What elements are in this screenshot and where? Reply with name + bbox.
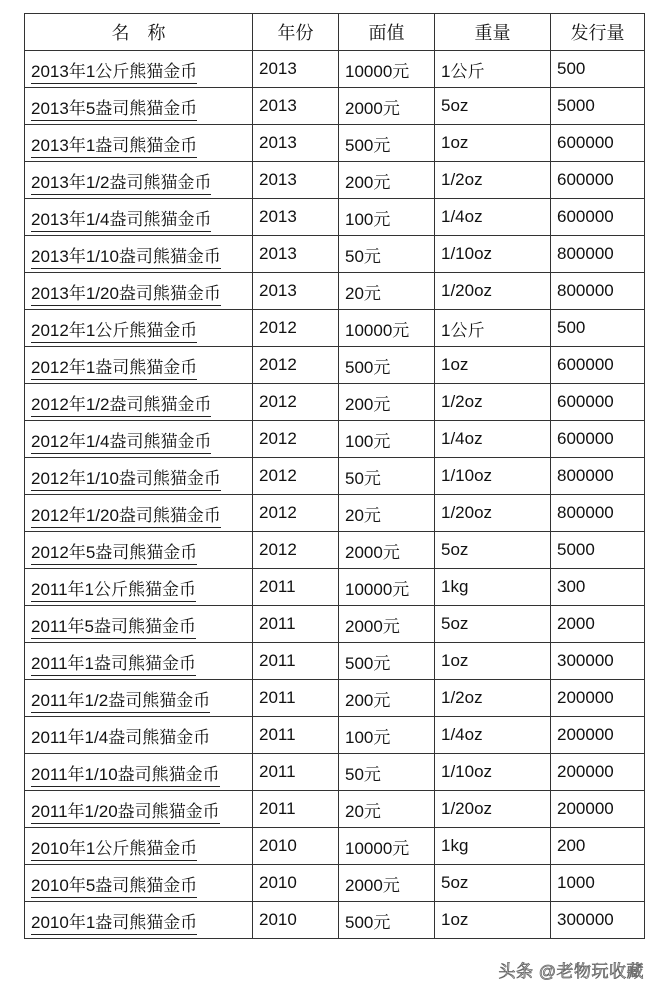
cell-name: [25, 791, 253, 828]
table-row: [25, 236, 645, 273]
cell-name: [25, 51, 253, 88]
coin-name-link[interactable]: 2011年1/2盎司熊猫金币: [31, 691, 210, 713]
cell-year: 2011: [253, 680, 339, 717]
table-row: [25, 347, 645, 384]
cell-face-value: 2000元: [339, 865, 435, 902]
cell-mintage: 2000: [551, 606, 645, 643]
cell-year: 2013: [253, 199, 339, 236]
header-mintage: 发行量: [551, 14, 645, 51]
cell-face-value: 200元: [339, 384, 435, 421]
cell-name: [25, 162, 253, 199]
cell-weight: 1/2oz: [435, 680, 551, 717]
cell-name: [25, 236, 253, 273]
cell-weight: 1/4oz: [435, 717, 551, 754]
coin-name-link[interactable]: 2011年1公斤熊猫金币: [31, 580, 196, 602]
cell-face-value: 500元: [339, 902, 435, 939]
coin-name-link[interactable]: 2012年1/10盎司熊猫金币: [31, 469, 221, 491]
cell-weight: 5oz: [435, 606, 551, 643]
table-body: [25, 51, 645, 939]
coin-name-link[interactable]: 2013年1/10盎司熊猫金币: [31, 247, 221, 269]
cell-face-value: 200元: [339, 680, 435, 717]
table-row: [25, 754, 645, 791]
cell-mintage: 500: [551, 310, 645, 347]
cell-mintage: 300000: [551, 643, 645, 680]
cell-weight: 1kg: [435, 569, 551, 606]
cell-face-value: 500元: [339, 643, 435, 680]
table-row: [25, 606, 645, 643]
coin-name-link[interactable]: 2010年5盎司熊猫金币: [31, 876, 197, 898]
cell-year: 2013: [253, 88, 339, 125]
cell-name: [25, 606, 253, 643]
header-name: 名 称: [25, 14, 253, 51]
table-row: [25, 532, 645, 569]
cell-mintage: 800000: [551, 495, 645, 532]
cell-year: 2011: [253, 643, 339, 680]
cell-name: [25, 717, 253, 754]
cell-face-value: 50元: [339, 754, 435, 791]
cell-weight: 1/10oz: [435, 236, 551, 273]
cell-weight: 1公斤: [435, 310, 551, 347]
cell-face-value: 50元: [339, 458, 435, 495]
cell-year: 2010: [253, 865, 339, 902]
table-row: [25, 680, 645, 717]
cell-mintage: 200000: [551, 680, 645, 717]
cell-mintage: 800000: [551, 273, 645, 310]
cell-weight: 1kg: [435, 828, 551, 865]
cell-name: [25, 754, 253, 791]
coin-name-link[interactable]: 2011年1盎司熊猫金币: [31, 654, 196, 676]
table-row: [25, 717, 645, 754]
cell-face-value: 50元: [339, 236, 435, 273]
cell-weight: 1/2oz: [435, 384, 551, 421]
table-row: [25, 643, 645, 680]
table-row: [25, 458, 645, 495]
table-row: [25, 902, 645, 939]
cell-face-value: 2000元: [339, 532, 435, 569]
cell-name: [25, 643, 253, 680]
watermark: 头条 @老物玩收藏: [498, 962, 644, 981]
cell-mintage: 5000: [551, 88, 645, 125]
cell-mintage: 200000: [551, 754, 645, 791]
cell-name: [25, 902, 253, 939]
table-row: [25, 162, 645, 199]
cell-weight: 1/10oz: [435, 458, 551, 495]
cell-name: [25, 384, 253, 421]
cell-face-value: 10000元: [339, 51, 435, 88]
cell-weight: 5oz: [435, 532, 551, 569]
coin-name-link[interactable]: 2013年1/4盎司熊猫金币: [31, 210, 211, 232]
cell-weight: 1/20oz: [435, 273, 551, 310]
cell-name: [25, 865, 253, 902]
cell-weight: 5oz: [435, 865, 551, 902]
cell-face-value: 500元: [339, 125, 435, 162]
cell-year: 2013: [253, 236, 339, 273]
table-row: [25, 791, 645, 828]
coin-name-link[interactable]: 2013年5盎司熊猫金币: [31, 99, 197, 121]
coin-name-link[interactable]: 2012年1/4盎司熊猫金币: [31, 432, 211, 454]
cell-name: [25, 495, 253, 532]
coin-name-link[interactable]: 2013年1公斤熊猫金币: [31, 62, 197, 84]
coin-name-link[interactable]: 2011年1/10盎司熊猫金币: [31, 765, 220, 787]
coin-name-link[interactable]: 2012年1/20盎司熊猫金币: [31, 506, 221, 528]
cell-weight: 1/20oz: [435, 495, 551, 532]
cell-year: 2012: [253, 421, 339, 458]
table-row: [25, 384, 645, 421]
coin-name-link[interactable]: 2012年1/2盎司熊猫金币: [31, 395, 211, 417]
cell-face-value: 100元: [339, 199, 435, 236]
cell-mintage: 800000: [551, 236, 645, 273]
cell-year: 2013: [253, 125, 339, 162]
cell-year: 2012: [253, 495, 339, 532]
cell-name: [25, 680, 253, 717]
table-row: [25, 569, 645, 606]
cell-mintage: 200000: [551, 717, 645, 754]
cell-year: 2013: [253, 51, 339, 88]
coin-name-link[interactable]: 2011年5盎司熊猫金币: [31, 617, 196, 639]
cell-year: 2010: [253, 828, 339, 865]
coin-name-link[interactable]: 2012年1公斤熊猫金币: [31, 321, 197, 343]
cell-year: 2012: [253, 458, 339, 495]
table-row: [25, 51, 645, 88]
cell-face-value: 10000元: [339, 310, 435, 347]
cell-weight: 1/2oz: [435, 162, 551, 199]
panda-gold-coin-table: [24, 13, 645, 939]
cell-mintage: 600000: [551, 162, 645, 199]
coin-name-link[interactable]: 2010年1盎司熊猫金币: [31, 913, 197, 935]
cell-name: [25, 88, 253, 125]
cell-face-value: 200元: [339, 162, 435, 199]
cell-face-value: 2000元: [339, 606, 435, 643]
cell-name: [25, 273, 253, 310]
cell-face-value: 100元: [339, 421, 435, 458]
cell-year: 2011: [253, 606, 339, 643]
cell-name: [25, 347, 253, 384]
cell-mintage: 600000: [551, 125, 645, 162]
cell-weight: 1oz: [435, 902, 551, 939]
coin-name-link[interactable]: 2010年1公斤熊猫金币: [31, 839, 197, 861]
coin-name-link[interactable]: 2013年1盎司熊猫金币: [31, 136, 197, 158]
table-row: [25, 199, 645, 236]
cell-name: [25, 125, 253, 162]
coin-name-link[interactable]: 2013年1/20盎司熊猫金币: [31, 284, 221, 306]
cell-year: 2011: [253, 791, 339, 828]
cell-weight: 1oz: [435, 643, 551, 680]
cell-weight: 1/4oz: [435, 421, 551, 458]
table-row: [25, 125, 645, 162]
cell-weight: 1oz: [435, 125, 551, 162]
cell-year: 2012: [253, 532, 339, 569]
cell-year: 2013: [253, 273, 339, 310]
coin-name-link[interactable]: 2012年1盎司熊猫金币: [31, 358, 197, 380]
cell-mintage: 600000: [551, 421, 645, 458]
cell-year: 2011: [253, 717, 339, 754]
cell-year: 2012: [253, 384, 339, 421]
cell-name: [25, 532, 253, 569]
cell-name: [25, 310, 253, 347]
cell-weight: 1oz: [435, 347, 551, 384]
cell-mintage: 200: [551, 828, 645, 865]
table-row: [25, 828, 645, 865]
coin-name-link[interactable]: 2012年5盎司熊猫金币: [31, 543, 197, 565]
cell-face-value: 10000元: [339, 569, 435, 606]
cell-mintage: 600000: [551, 199, 645, 236]
table-row: [25, 88, 645, 125]
cell-year: 2011: [253, 569, 339, 606]
cell-face-value: 100元: [339, 717, 435, 754]
cell-year: 2013: [253, 162, 339, 199]
table-row: [25, 865, 645, 902]
header-weight: 重量: [435, 14, 551, 51]
cell-face-value: 20元: [339, 273, 435, 310]
table-row: [25, 310, 645, 347]
cell-name: [25, 828, 253, 865]
table-row: [25, 495, 645, 532]
cell-weight: 1/20oz: [435, 791, 551, 828]
cell-year: 2010: [253, 902, 339, 939]
cell-weight: 1/4oz: [435, 199, 551, 236]
table-row: [25, 421, 645, 458]
cell-name: [25, 458, 253, 495]
cell-year: 2012: [253, 310, 339, 347]
cell-mintage: 600000: [551, 347, 645, 384]
cell-mintage: 300: [551, 569, 645, 606]
cell-mintage: 600000: [551, 384, 645, 421]
cell-mintage: 1000: [551, 865, 645, 902]
cell-weight: 1/10oz: [435, 754, 551, 791]
cell-mintage: 500: [551, 51, 645, 88]
cell-name: [25, 569, 253, 606]
cell-mintage: 200000: [551, 791, 645, 828]
header-row: [25, 14, 645, 51]
cell-weight: 5oz: [435, 88, 551, 125]
cell-mintage: 300000: [551, 902, 645, 939]
cell-name: [25, 199, 253, 236]
coin-name: 2011年1/4盎司熊猫金币: [31, 727, 211, 747]
header-face-value: 面值: [339, 14, 435, 51]
coin-name-link[interactable]: 2013年1/2盎司熊猫金币: [31, 173, 211, 195]
cell-face-value: 10000元: [339, 828, 435, 865]
cell-face-value: 2000元: [339, 88, 435, 125]
cell-face-value: 20元: [339, 495, 435, 532]
header-year: 年份: [253, 14, 339, 51]
cell-mintage: 5000: [551, 532, 645, 569]
cell-mintage: 800000: [551, 458, 645, 495]
cell-face-value: 500元: [339, 347, 435, 384]
cell-face-value: 20元: [339, 791, 435, 828]
coin-name-link[interactable]: 2011年1/20盎司熊猫金币: [31, 802, 220, 824]
cell-year: 2011: [253, 754, 339, 791]
cell-weight: 1公斤: [435, 51, 551, 88]
table-row: [25, 273, 645, 310]
cell-year: 2012: [253, 347, 339, 384]
cell-name: [25, 421, 253, 458]
